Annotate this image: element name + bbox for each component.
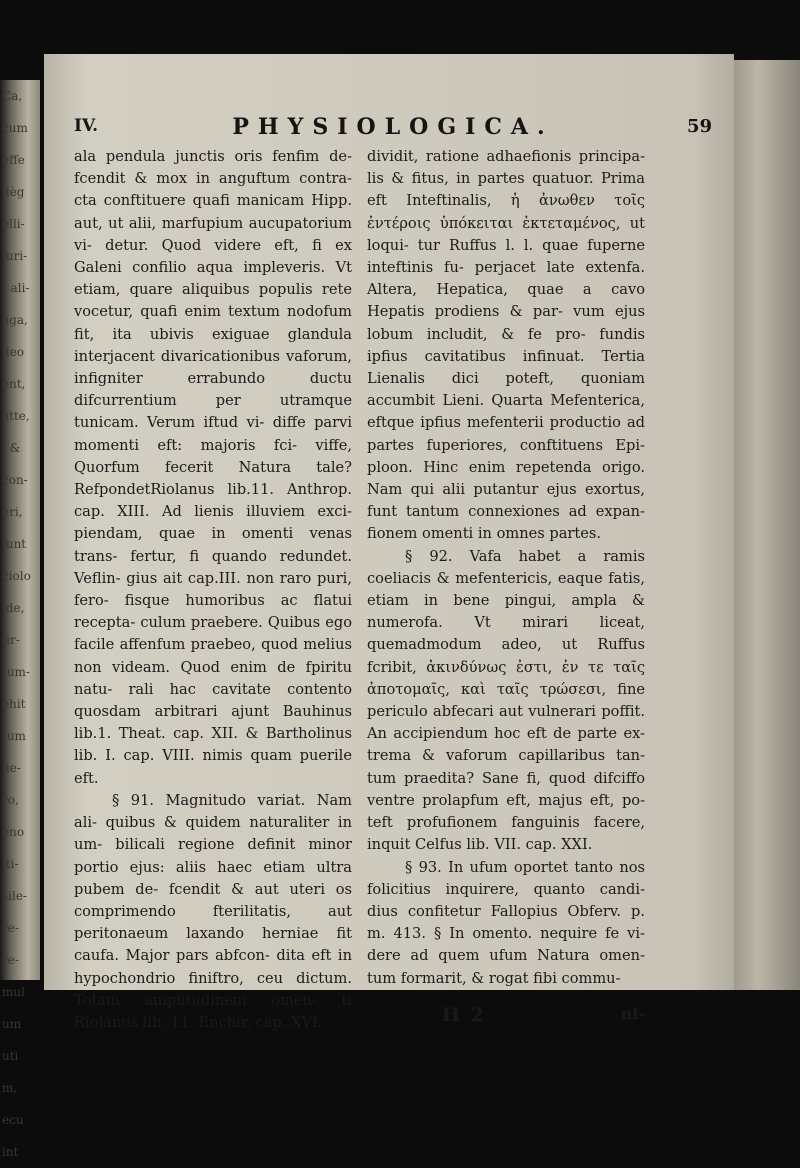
paragraph: ala pendula junctis oris fenfim de- fcendit & mox in anguftum contra- cta conftituere quafi manicam Hipp. aut, ut alii, marfupium aucupatorium vi- detur. Quod videre eft, fi ex Galeni confilio aqua impleveris. Vt etiam, quare aliquibus populis rete vocetur, quafi enim textum nodofum fit, ita ubivis exiguae glandula interjacent divaricationibus vaforum, infigniter errabundo ductu difcurrentium per utramque tunicam. Verum iftud vi- diffe parvi momenti eft: majoris fci- viffe, Quorfum fecerit Natura tale? RefpondetRiolanus lib.11. Anthrop. cap. XIII. Ad lienis illuviem exci- piendam, quae in omenti venas trans- fertur, fi quando redundet. Veflin- gius ait cap.III. non raro puri, fero- fisque humoribus ac flatui recepta- culum praebere. Quibus ego facile affenfum praebeo, quod melius non videam. Quod enim de fpiritu natu- rali hac cavitate contento quosdam arbitrari ajunt Bauhinus lib.1. Theat. cap. XII. & Bartholinus lib. I. cap. VIII. nimis quam puerile eft. <box>74 148 352 787</box>
paragraph: § 92. Vafa habet a ramis coeliacis & mefentericis, eaque fatis, etiam in bene pingui, ampla & numerofa. Vt mirari liceat, quemadmodum adeo, ut Ruffus fcribit, ἀκινδύνως ἐστι, ἐν τε ταῖς ἀποτομαῖς, καὶ ταῖς τρώσεσι, fine periculo abfecari aut vulnerari poffit. An accipiendum hoc eft de parte ex- trema & vaforum capillaribus tan- tum praedita? Sane fi, quod difciffo ventre prolapfum eft, majus eft, po- teft profufionem fanguinis facere, inquit Celfus lib. VII. cap. XXI. <box>367 547 645 854</box>
adjacent-page-strip <box>0 80 40 1159</box>
left-text-column <box>74 146 352 1034</box>
book-edge <box>730 60 800 990</box>
page-footer <box>367 1004 645 1028</box>
running-title: PHYSIOLOGICA. <box>232 114 554 140</box>
signature-mark: H 2 <box>442 1004 486 1026</box>
section-number: IV. <box>74 116 99 136</box>
page-number: 59 <box>686 116 712 137</box>
paragraph: § 93. In ufum oportet tanto nos folicitius inquirere, quanto candi- dius confitetur Fallopius Obferv. p. m. 413. § In omento. nequire fe vi- dere ad quem ufum Natura omen- tum formarit, & rogat fibi commu- <box>367 858 645 987</box>
catchword: ni- <box>620 1004 645 1023</box>
book-page <box>44 54 734 1031</box>
adjacent-page-ghost-text: Ca, cum effe dèg elli- luri- t ali- aga, deo ent, atte, , & con- eri, lunt ciolo ide, fir- tum- ehit tum lie- ro, eno iti- sile- re- re- mul um uti m, ecu int <box>2 89 31 1159</box>
paragraph: dividit, ratione adhaefionis principa- lis & fitus, in partes quatuor. Prima eft Inteftinalis, ἡ ἀνωθεν τοῖς ἐντέροις ὑπόκειται ἐκτεταμένος, ut loqui- tur Ruffus l. l. quae fuperne inteftinis fu- perjacet late extenfa. Altera, Hepatica, quae a cavo Hepatis prodiens & par- vum ejus lobum includit, & fe pro- fundis ipfius cavitatibus infinuat. Tertia Lienalis dici poteft, quoniam accumbit Lieni. Quarta Mefenterica, eftque ipfius mefenterii productio ad partes fuperiores, conftituens Epi- ploon. Hinc enim repetenda origo. Nam qui alii putantur ejus exortus, funt tantum connexiones ad expan- fionem omenti in omnes partes. <box>367 148 645 543</box>
paragraph: § 91. Magnitudo variat. Nam ali- quibus & quidem naturaliter in um- bilicali regione definit minor portio ejus: aliis haec etiam ultra pubem de- fcendit & aut uteri os comprimendo fterilitatis, aut peritonaeum laxando herniae fit caufa. Major pars abfcon- dita eft in hypochondrio finiftro, ceu dictum. Totam amplitudinem omen- ti Riolanus lib. 11. Enchir. cap. XVI. <box>74 791 352 1031</box>
running-head <box>74 114 712 144</box>
right-text-column <box>367 146 645 990</box>
